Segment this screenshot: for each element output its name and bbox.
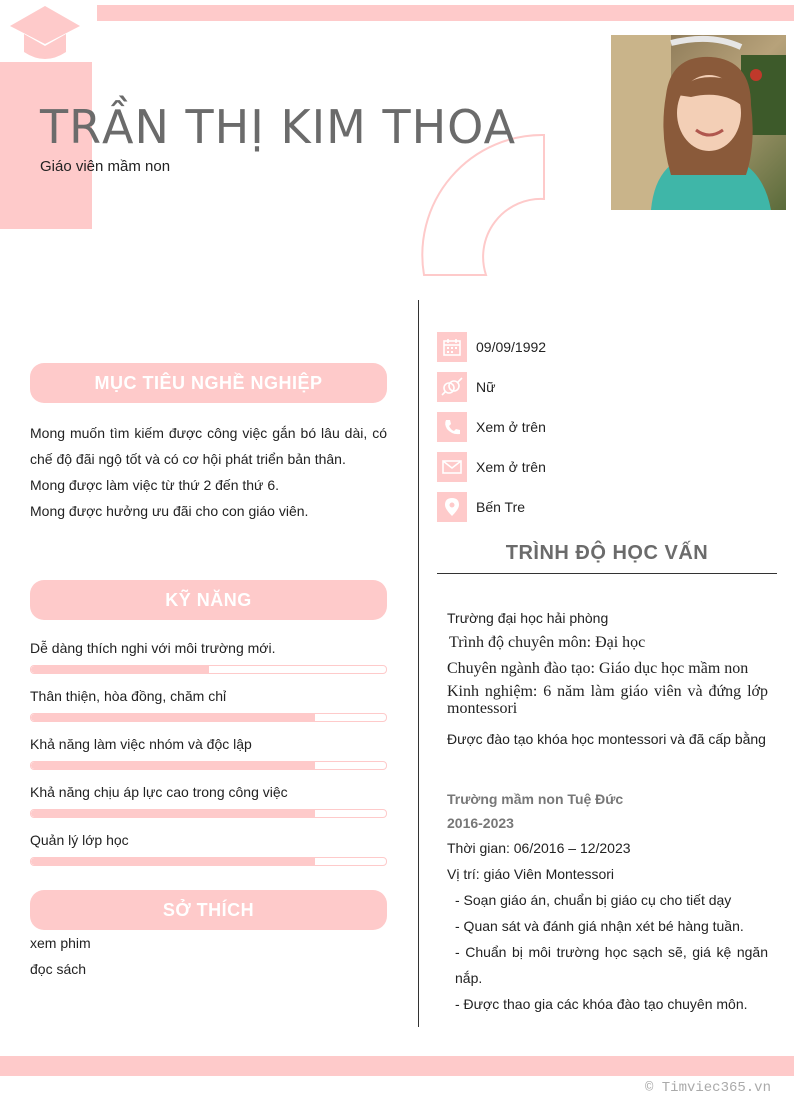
hobby-item: đọc sách — [30, 961, 87, 977]
skill-bar-fill — [31, 666, 209, 673]
phone-icon — [437, 412, 467, 442]
email-row — [437, 452, 546, 482]
gender-value: Nữ — [476, 379, 496, 395]
education-header: TRÌNH ĐỘ HỌC VẤN — [505, 542, 709, 564]
skill-bar-fill — [31, 858, 315, 865]
skill-bar — [30, 857, 387, 866]
gender-row — [437, 372, 495, 402]
skill-bar — [30, 713, 387, 722]
phone-value: Xem ở trên — [476, 419, 546, 435]
work-task: - Được thao gia các khóa đào tạo chuyên môn. — [455, 996, 748, 1012]
job-title: Giáo viên mầm non — [40, 158, 171, 175]
work-task: - Soạn giáo án, chuẩn bị giáo cụ cho tiết dạy — [455, 892, 732, 908]
skill-name: Thân thiện, hòa đồng, chăm chỉ — [30, 688, 227, 704]
school-name: Trường đại học hải phòng — [447, 610, 609, 626]
work-company: Trường mầm non Tuệ Đức — [447, 791, 624, 807]
objective-text — [30, 420, 387, 524]
skill-name: Khả năng chịu áp lực cao trong công việc — [30, 784, 288, 800]
skill-bar-fill — [31, 762, 315, 769]
work-time: Thời gian: 06/2016 – 12/2023 — [447, 840, 631, 856]
objective-line: Mong muốn tìm kiếm được công việc gắn bó lâu dài, có chế độ đãi ngộ tốt và có cơ hội phát triển bản thân. — [30, 425, 387, 467]
email-icon — [437, 452, 467, 482]
skill-bar — [30, 809, 387, 818]
birthdate-row — [437, 332, 546, 362]
skill-bar-fill — [31, 714, 315, 721]
phone-row — [437, 412, 546, 442]
top-decor-bar — [97, 5, 794, 21]
skill-name: Dễ dàng thích nghi với môi trường mới. — [30, 640, 276, 656]
birthdate-value: 09/09/1992 — [476, 339, 547, 355]
candidate-name: TRẦN THỊ KIM THOA — [40, 100, 517, 154]
skill-name: Quản lý lớp học — [30, 832, 129, 848]
address-value: Bến Tre — [476, 499, 526, 515]
education-training: Được đào tạo khóa học montessori và đã cấp bằng — [447, 731, 766, 747]
skills-header: KỸ NĂNG — [30, 580, 387, 620]
skill-bar — [30, 665, 387, 674]
footer-watermark: © Timviec365.vn — [644, 1080, 771, 1096]
gender-icon — [437, 372, 467, 402]
objective-line: Mong được làm việc từ thứ 2 đến thứ 6. — [30, 477, 279, 493]
profile-photo — [611, 35, 786, 210]
hobby-item: xem phim — [30, 935, 91, 951]
work-task: - Quan sát và đánh giá nhận xét bé hàng tuần. — [455, 918, 744, 934]
work-years: 2016-2023 — [447, 815, 514, 831]
column-divider — [418, 300, 419, 1027]
hobbies-list — [30, 930, 91, 982]
skill-bar-fill — [31, 810, 315, 817]
objective-line: Mong được hưởng ưu đãi cho con giáo viên. — [30, 503, 309, 519]
education-experience: Kinh nghiệm: 6 năm làm giáo viên và đứng lớp montessori — [447, 683, 768, 717]
address-row — [437, 492, 525, 522]
education-major: Chuyên ngành đào tạo: Giáo dục học mầm non — [447, 660, 749, 677]
hobbies-header: SỞ THÍCH — [30, 890, 387, 930]
education-rule — [437, 573, 777, 574]
location-icon — [437, 492, 467, 522]
education-level: Trình độ chuyên môn: Đại học — [449, 634, 646, 651]
objective-header: MỤC TIÊU NGHỀ NGHIỆP — [30, 363, 387, 403]
work-position: Vị trí: giáo Viên Montessori — [447, 866, 615, 882]
work-task: - Chuẩn bị môi trường học sạch sẽ, giá kệ ngăn nắp. — [455, 944, 768, 986]
bottom-decor-bar — [0, 1056, 794, 1076]
email-value: Xem ở trên — [476, 459, 546, 475]
calendar-icon — [437, 332, 467, 362]
skill-bar — [30, 761, 387, 770]
skill-name: Khả năng làm việc nhóm và độc lập — [30, 736, 252, 752]
decorative-arc — [420, 133, 548, 279]
graduation-cap-icon — [8, 4, 82, 64]
